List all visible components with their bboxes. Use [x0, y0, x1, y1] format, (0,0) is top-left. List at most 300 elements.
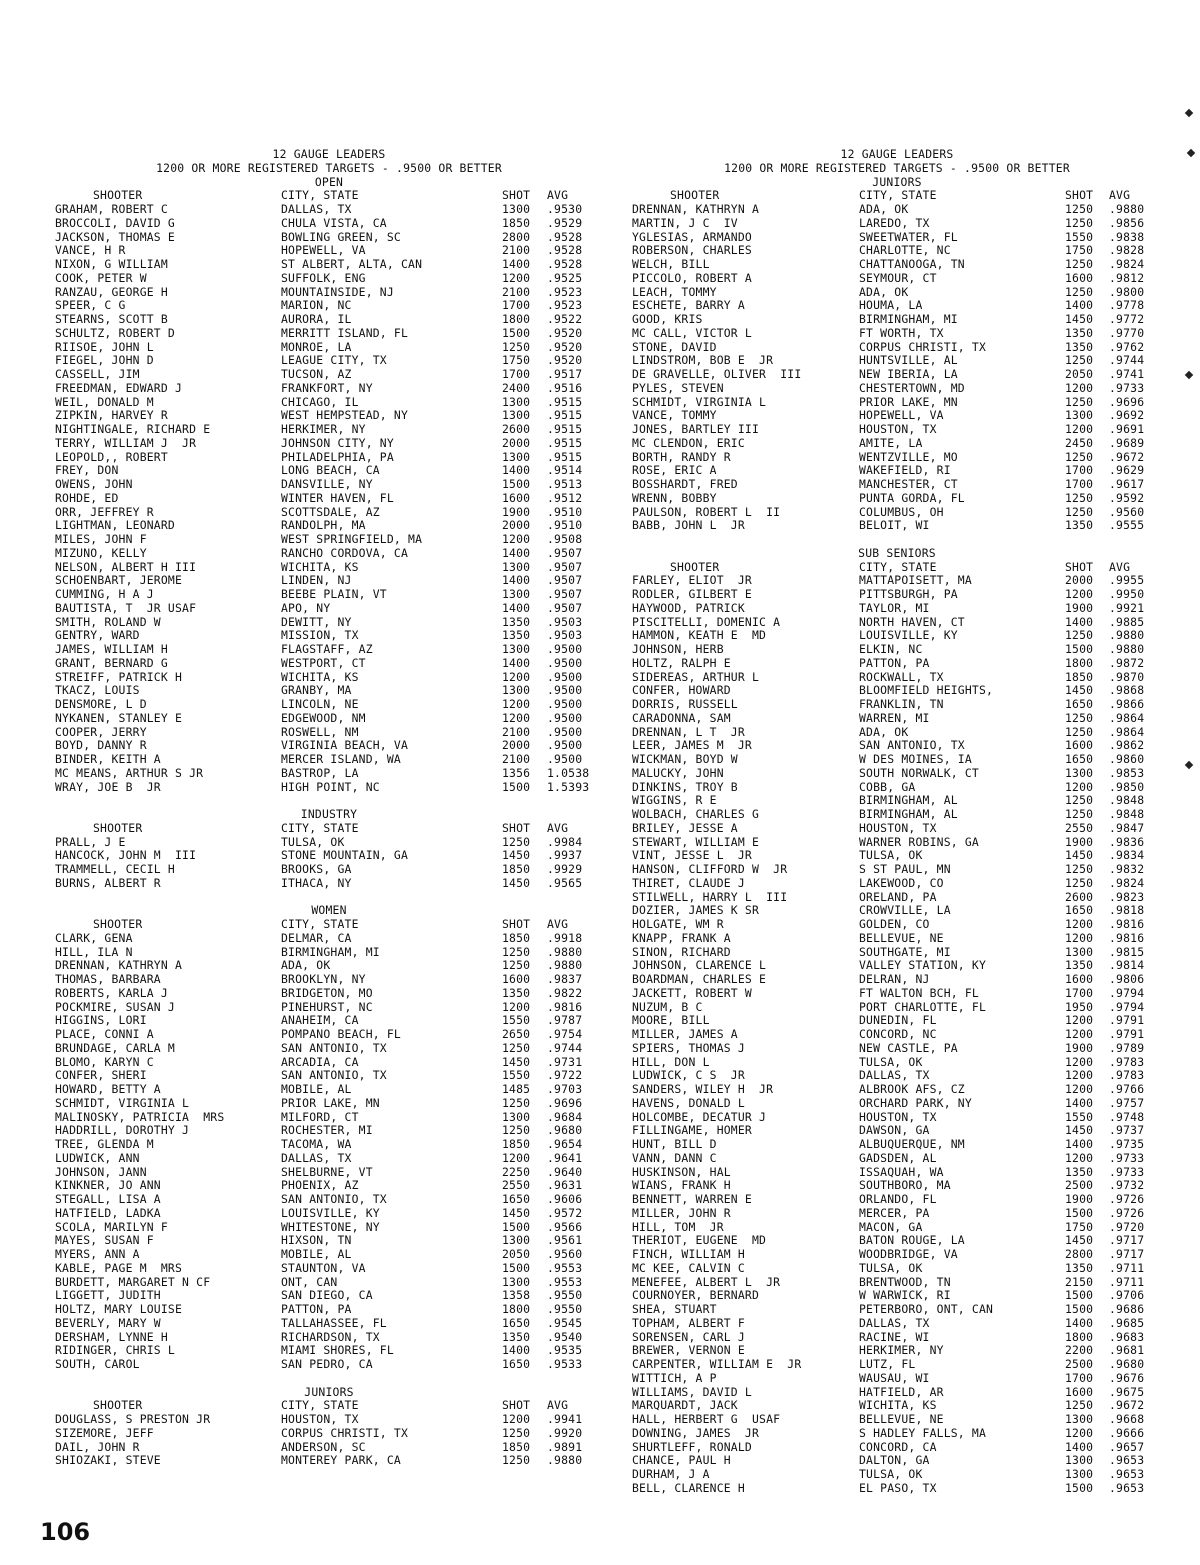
average: .9515 [547, 394, 583, 409]
city-state: HERKIMER, NY [859, 1343, 944, 1358]
shooter-name: BRUNDAGE, CARLA M [55, 1040, 175, 1055]
shooter-name: MALUCKY, JOHN [632, 765, 724, 780]
right-column [632, 148, 1162, 1496]
shot-count: 1250 [502, 1425, 531, 1440]
shooter-name: SCHULTZ, ROBERT D [55, 325, 175, 340]
shot-count: 1900 [1065, 600, 1094, 615]
city-state: CHARLOTTE, NC [859, 243, 951, 258]
shot-count: 2550 [1065, 820, 1094, 835]
city-state: DAWSON, GA [859, 1123, 930, 1138]
average: .9517 [547, 367, 583, 381]
average: .9513 [547, 477, 583, 491]
city-state: SWEETWATER, FL [859, 229, 958, 244]
shooter-name: BURNS, ALBERT R [55, 875, 161, 890]
average: .9824 [1109, 257, 1145, 271]
shooter-name: VANCE, TOMMY [632, 408, 717, 423]
shooter-name: TRAMMELL, CECIL H [55, 862, 175, 876]
average: .9836 [1109, 834, 1145, 849]
table-row [632, 739, 1162, 753]
shooter-name: SPIERS, THOMAS J [632, 1040, 745, 1055]
city-state: AURORA, IL [281, 312, 352, 326]
table-row [632, 904, 1162, 918]
table-row [55, 959, 603, 973]
average: .9523 [547, 298, 583, 313]
table-header-row [55, 189, 603, 203]
table-row [55, 739, 603, 753]
header-shot: SHOT [502, 1398, 531, 1413]
city-state: BELOIT, WI [859, 518, 930, 533]
city-state: PITTSBURGH, PA [859, 587, 958, 601]
shot-count: 1200 [502, 1150, 531, 1165]
table-row [632, 258, 1162, 272]
average: .9748 [1109, 1109, 1145, 1124]
shooter-name: HILL, DON L [632, 1054, 710, 1069]
average: .9791 [1109, 1027, 1145, 1041]
shot-count: 1300 [502, 1233, 531, 1248]
city-state: RACINE, WI [859, 1329, 930, 1344]
header-shot: SHOT [1065, 559, 1094, 574]
section-spacer [55, 891, 603, 905]
shot-count: 1400 [502, 600, 531, 615]
shooter-name: RANZAU, GEORGE H [55, 284, 168, 299]
shot-count: 1450 [1065, 1123, 1094, 1138]
city-state: NEW CASTLE, PA [859, 1040, 958, 1055]
shooter-name: HATFIELD, LADKA [55, 1205, 161, 1220]
average: .9703 [547, 1082, 583, 1096]
table-row [55, 726, 603, 740]
shot-count: 1300 [1065, 408, 1094, 423]
shot-count: 1450 [1065, 683, 1094, 698]
shot-count: 1450 [502, 1205, 531, 1220]
shooter-name: HAYWOOD, PATRICK [632, 600, 745, 615]
city-state: MONTEREY PARK, CA [281, 1453, 401, 1468]
shooter-name: LUDWICK, ANN [55, 1150, 140, 1165]
table-row [55, 286, 603, 300]
shooter-name: NUZUM, B C [632, 999, 703, 1014]
average: .9794 [1109, 985, 1145, 1000]
shot-count: 1900 [1065, 1040, 1094, 1055]
table-row [632, 1344, 1162, 1358]
table-row [632, 299, 1162, 313]
shot-count: 1250 [502, 1123, 531, 1138]
city-state: TALLAHASSEE, FL [281, 1315, 387, 1330]
city-state: HERKIMER, NY [281, 422, 366, 436]
shooter-name: KINKNER, JO ANN [55, 1178, 161, 1193]
city-state: MOBILE, AL [281, 1247, 352, 1261]
table-row [55, 478, 603, 492]
shot-count: 1200 [502, 697, 531, 711]
average: .9560 [1109, 504, 1145, 519]
page-subtitle: 1200 OR MORE REGISTERED TARGETS - .9500 OR BETTER [156, 160, 502, 175]
header-city: CITY, STATE [859, 559, 937, 574]
average: .9560 [547, 1247, 583, 1261]
table-row [632, 1482, 1162, 1496]
shot-count: 1500 [1065, 1205, 1094, 1220]
city-state: WARREN, MI [859, 710, 930, 725]
shooter-name: STEWART, WILLIAM E [632, 834, 760, 849]
shot-count: 1250 [1065, 202, 1094, 216]
shot-count: 1600 [1065, 972, 1094, 986]
average: .9837 [547, 972, 583, 986]
city-state: RANCHO CORDOVA, CA [281, 545, 409, 560]
shot-count: 2550 [502, 1178, 531, 1193]
shot-count: 1700 [1065, 985, 1094, 1000]
shooter-name: NIXON, G WILLIAM [55, 257, 168, 271]
city-state: CHATTANOOGA, TN [859, 257, 965, 271]
shooter-name: JACKETT, ROBERT W [632, 985, 752, 1000]
table-row [632, 1427, 1162, 1441]
city-state: PATTON, PA [859, 655, 930, 670]
table-row [55, 1221, 603, 1235]
header-shot: SHOT [1065, 188, 1094, 203]
city-state: BELLEVUE, NE [859, 1412, 944, 1426]
shooter-name: LUDWICK, C S JR [632, 1068, 745, 1083]
shot-count: 1400 [502, 257, 531, 271]
table-row [632, 437, 1162, 451]
table-row [55, 1124, 603, 1138]
city-state: LUTZ, FL [859, 1357, 916, 1371]
city-state: BIRMINGHAM, MI [281, 944, 380, 959]
table-row [55, 1111, 603, 1125]
shooter-name: HAMMON, KEATH E MD [632, 628, 767, 643]
shooter-name: SHIOZAKI, STEVE [55, 1453, 161, 1468]
header-avg: AVG [547, 820, 569, 835]
shooter-name: BREWER, VERNON E [632, 1343, 745, 1358]
city-state: SHELBURNE, VT [281, 1164, 373, 1179]
table-row [632, 891, 1162, 905]
header-avg: AVG [547, 188, 569, 203]
shooter-name: ROSE, ERIC A [632, 463, 717, 478]
shooter-name: WIGGINS, R E [632, 793, 717, 808]
shot-count: 2500 [1065, 1357, 1094, 1371]
shot-count: 1250 [1065, 215, 1094, 230]
shooter-name: MIZUNO, KELLY [55, 545, 147, 560]
table-header-row [632, 561, 1162, 575]
average: .9770 [1109, 325, 1145, 340]
city-state: S ST PAUL, MN [859, 862, 951, 876]
average: .9668 [1109, 1412, 1145, 1426]
shot-count: 1350 [1065, 518, 1094, 533]
city-state: TULSA, OK [281, 834, 345, 849]
table-row [55, 1028, 603, 1042]
shooter-name: WICKMAN, BOYD W [632, 752, 738, 766]
shooter-name: DE GRAVELLE, OLIVER III [632, 367, 802, 381]
city-state: GRANBY, MA [281, 683, 352, 698]
table-row [632, 643, 1162, 657]
shot-count: 1300 [502, 683, 531, 698]
table-row [632, 1262, 1162, 1276]
table-row [55, 629, 603, 643]
shooter-name: SHURTLEFF, RONALD [632, 1439, 752, 1454]
section-title: OPEN [314, 174, 344, 189]
shooter-name: FIEGEL, JOHN D [55, 353, 154, 368]
shooter-name: STONE, DAVID [632, 339, 717, 354]
average: .9500 [547, 669, 583, 684]
city-state: HOPEWELL, VA [859, 408, 944, 423]
shooter-name: TOPHAM, ALBERT F [632, 1315, 745, 1330]
table-row [632, 698, 1162, 712]
city-state: AMITE, LA [859, 435, 923, 450]
shooter-name: BOARDMAN, CHARLES E [632, 972, 767, 986]
table-row [55, 354, 603, 368]
table-row [55, 1413, 603, 1427]
header-city: CITY, STATE [281, 1398, 359, 1413]
city-state: GOLDEN, CO [859, 917, 930, 931]
table-row [55, 299, 603, 313]
shot-count: 2000 [1065, 573, 1094, 588]
average: .9533 [547, 1357, 583, 1371]
average: .9672 [1109, 449, 1145, 464]
shooter-name: WITTICH, A P [632, 1370, 717, 1385]
average: .9850 [1109, 779, 1145, 794]
table-row [632, 368, 1162, 382]
city-state: SAN ANTONIO, TX [281, 1068, 387, 1083]
shot-count: 1250 [1065, 628, 1094, 643]
table-row [55, 1331, 603, 1345]
table-row [55, 1193, 603, 1207]
city-state: DELMAR, CA [281, 930, 352, 945]
margin-mark [1185, 761, 1193, 769]
average: .9880 [547, 944, 583, 959]
table-row [55, 1303, 603, 1317]
shooter-name: HILL, ILA N [55, 944, 133, 959]
city-state: FRANKLIN, TN [859, 697, 944, 711]
city-state: BIRMINGHAM, AL [859, 807, 958, 821]
table-row [632, 341, 1162, 355]
shooter-name: SMITH, ROLAND W [55, 614, 161, 629]
table-row [632, 1441, 1162, 1455]
average: .9553 [547, 1274, 583, 1289]
average: .9510 [547, 518, 583, 533]
table-row [632, 1014, 1162, 1028]
shot-count: 2800 [502, 229, 531, 244]
shooter-name: DERSHAM, LYNNE H [55, 1329, 168, 1344]
average: .9500 [547, 697, 583, 711]
average: .9847 [1109, 820, 1145, 835]
average: .9683 [1109, 1329, 1145, 1344]
city-state: WICHITA, KS [281, 669, 359, 684]
shot-count: 1350 [502, 628, 531, 643]
city-state: LONG BEACH, CA [281, 463, 380, 478]
average: .9918 [547, 930, 583, 945]
shooter-name: LIGGETT, JUDITH [55, 1288, 161, 1303]
average: .9503 [547, 628, 583, 643]
table-row [632, 657, 1162, 671]
shot-count: 1250 [502, 339, 531, 354]
shooter-name: ORR, JEFFREY R [55, 504, 154, 519]
shot-count: 2600 [502, 422, 531, 436]
average: .9515 [547, 435, 583, 450]
average: .9653 [1109, 1480, 1145, 1495]
shot-count: 1450 [502, 875, 531, 890]
header-shooter: SHOOTER [93, 820, 143, 835]
shot-count: 2650 [502, 1027, 531, 1041]
shooter-name: HADDRILL, DOROTHY J [55, 1123, 190, 1138]
shooter-name: WOLBACH, CHARLES G [632, 807, 760, 821]
table-row [55, 423, 603, 437]
shooter-name: POCKMIRE, SUSAN J [55, 999, 175, 1014]
city-state: TACOMA, WA [281, 1137, 352, 1151]
city-state: ELKIN, NC [859, 642, 923, 656]
table-row [55, 836, 603, 850]
shooter-name: RIDINGER, CHRIS L [55, 1343, 175, 1358]
table-row [632, 849, 1162, 863]
shooter-name: CUMMING, H A J [55, 587, 154, 601]
shooter-name: MILLER, JAMES A [632, 1027, 738, 1041]
shot-count: 1250 [1065, 394, 1094, 409]
city-state: CHESTERTOWN, MD [859, 380, 965, 395]
table-row [632, 244, 1162, 258]
city-state: SAN DIEGO, CA [281, 1288, 373, 1303]
header-shooter: SHOOTER [670, 559, 720, 574]
table-row [55, 1289, 603, 1303]
city-state: NORTH HAVEN, CT [859, 614, 965, 629]
table-row [55, 506, 603, 520]
shot-count: 1450 [1065, 848, 1094, 863]
table-row [55, 1056, 603, 1070]
average: .9696 [1109, 394, 1145, 409]
table-row [632, 1083, 1162, 1097]
table-row [55, 767, 603, 781]
shot-count: 1250 [502, 1095, 531, 1110]
table-row [55, 1262, 603, 1276]
table-row [632, 1454, 1162, 1468]
table-row [55, 1097, 603, 1111]
shot-count: 1300 [502, 587, 531, 601]
city-state: CORPUS CHRISTI, TX [281, 1425, 409, 1440]
average: .9872 [1109, 655, 1145, 670]
table-row [55, 671, 603, 685]
shooter-name: TREE, GLENDA M [55, 1137, 154, 1151]
city-state: EL PASO, TX [859, 1480, 937, 1495]
shot-count: 1300 [502, 449, 531, 464]
average: .9766 [1109, 1082, 1145, 1096]
city-state: LAREDO, TX [859, 215, 930, 230]
average: .9862 [1109, 738, 1145, 753]
city-state: NEW IBERIA, LA [859, 367, 958, 381]
city-state: MERCER, PA [859, 1205, 930, 1220]
shooter-name: DINKINS, TROY B [632, 779, 738, 794]
average: .9984 [547, 834, 583, 849]
table-row [632, 203, 1162, 217]
shot-count: 1650 [1065, 697, 1094, 711]
city-state: ORLANDO, FL [859, 1192, 937, 1206]
city-state: MISSION, TX [281, 628, 359, 643]
shooter-name: CLARK, GENA [55, 930, 133, 945]
average: .9507 [547, 600, 583, 615]
average: .9508 [547, 532, 583, 546]
shooter-name: PISCITELLI, DOMENIC A [632, 614, 781, 629]
shot-count: 1350 [1065, 1260, 1094, 1275]
shot-count: 1250 [1065, 490, 1094, 505]
city-state: EDGEWOOD, NM [281, 710, 366, 725]
shooter-name: STREIFF, PATRICK H [55, 669, 183, 684]
city-state: WINTER HAVEN, FL [281, 490, 394, 505]
average: .9731 [547, 1054, 583, 1069]
city-state: WHITESTONE, NY [281, 1219, 380, 1234]
average: .9726 [1109, 1192, 1145, 1206]
shooter-name: BLOMO, KARYN C [55, 1054, 154, 1069]
table-row [632, 684, 1162, 698]
shot-count: 1300 [1065, 1467, 1094, 1481]
shot-count: 1600 [1065, 270, 1094, 285]
table-row [55, 203, 603, 217]
shot-count: 1200 [1065, 587, 1094, 601]
shooter-name: THIRET, CLAUDE J [632, 875, 745, 890]
average: .9816 [1109, 917, 1145, 931]
table-row [632, 1097, 1162, 1111]
shot-count: 1400 [1065, 298, 1094, 313]
shooter-name: MARTIN, J C IV [632, 215, 738, 230]
table-row [632, 396, 1162, 410]
shot-count: 1850 [502, 1439, 531, 1454]
shot-count: 1700 [1065, 1370, 1094, 1385]
average: .9516 [547, 380, 583, 395]
average: .9520 [547, 325, 583, 340]
shot-count: 2800 [1065, 1247, 1094, 1261]
table-row [55, 987, 603, 1001]
average: .9523 [547, 284, 583, 299]
city-state: MARION, NC [281, 298, 352, 313]
city-state: WESTPORT, CT [281, 655, 366, 670]
average: .9680 [547, 1123, 583, 1138]
shooter-name: FREEDMAN, EDWARD J [55, 380, 183, 395]
table-row [632, 863, 1162, 877]
city-state: HIXSON, TN [281, 1233, 352, 1248]
average: .9741 [1109, 367, 1145, 381]
average: .9631 [547, 1178, 583, 1193]
shooter-name: MALINOSKY, PATRICIA MRS [55, 1109, 225, 1124]
table-row [632, 231, 1162, 245]
shot-count: 2100 [502, 284, 531, 299]
table-row [632, 1372, 1162, 1386]
average: .9528 [547, 229, 583, 244]
shot-count: 2200 [1065, 1343, 1094, 1358]
shooter-name: RIISOE, JOHN L [55, 339, 154, 354]
shooter-name: JOHNSON, JANN [55, 1164, 147, 1179]
shooter-name: BAUTISTA, T JR USAF [55, 600, 197, 615]
shot-count: 1300 [1065, 1453, 1094, 1468]
table-row [632, 409, 1162, 423]
table-row [55, 574, 603, 588]
shot-count: 1200 [1065, 1082, 1094, 1096]
city-state: WARNER ROBINS, GA [859, 834, 979, 849]
section-spacer [55, 1372, 603, 1386]
average: .9828 [1109, 243, 1145, 258]
table-row [55, 863, 603, 877]
shot-count: 1400 [502, 1343, 531, 1358]
shooter-name: RODLER, GILBERT E [632, 587, 752, 601]
table-row [632, 987, 1162, 1001]
shooter-name: MARQUARDT, JACK [632, 1398, 738, 1413]
city-state: ADA, OK [281, 958, 331, 973]
shot-count: 1550 [1065, 1109, 1094, 1124]
city-state: SEYMOUR, CT [859, 270, 937, 285]
city-state: WOODBRIDGE, VA [859, 1247, 958, 1261]
average: .9500 [547, 710, 583, 725]
shot-count: 1400 [1065, 1315, 1094, 1330]
shooter-name: PAULSON, ROBERT L II [632, 504, 781, 519]
shooter-name: ROBERTS, KARLA J [55, 985, 168, 1000]
city-state: PUNTA GORDA, FL [859, 490, 965, 505]
average: .9592 [1109, 490, 1145, 505]
city-state: LINDEN, NJ [281, 573, 352, 588]
average: 1.5393 [547, 779, 590, 794]
shot-count: 1400 [1065, 1137, 1094, 1151]
table-row [55, 1454, 603, 1468]
table-row [55, 1276, 603, 1290]
city-state: HOUSTON, TX [859, 422, 937, 436]
